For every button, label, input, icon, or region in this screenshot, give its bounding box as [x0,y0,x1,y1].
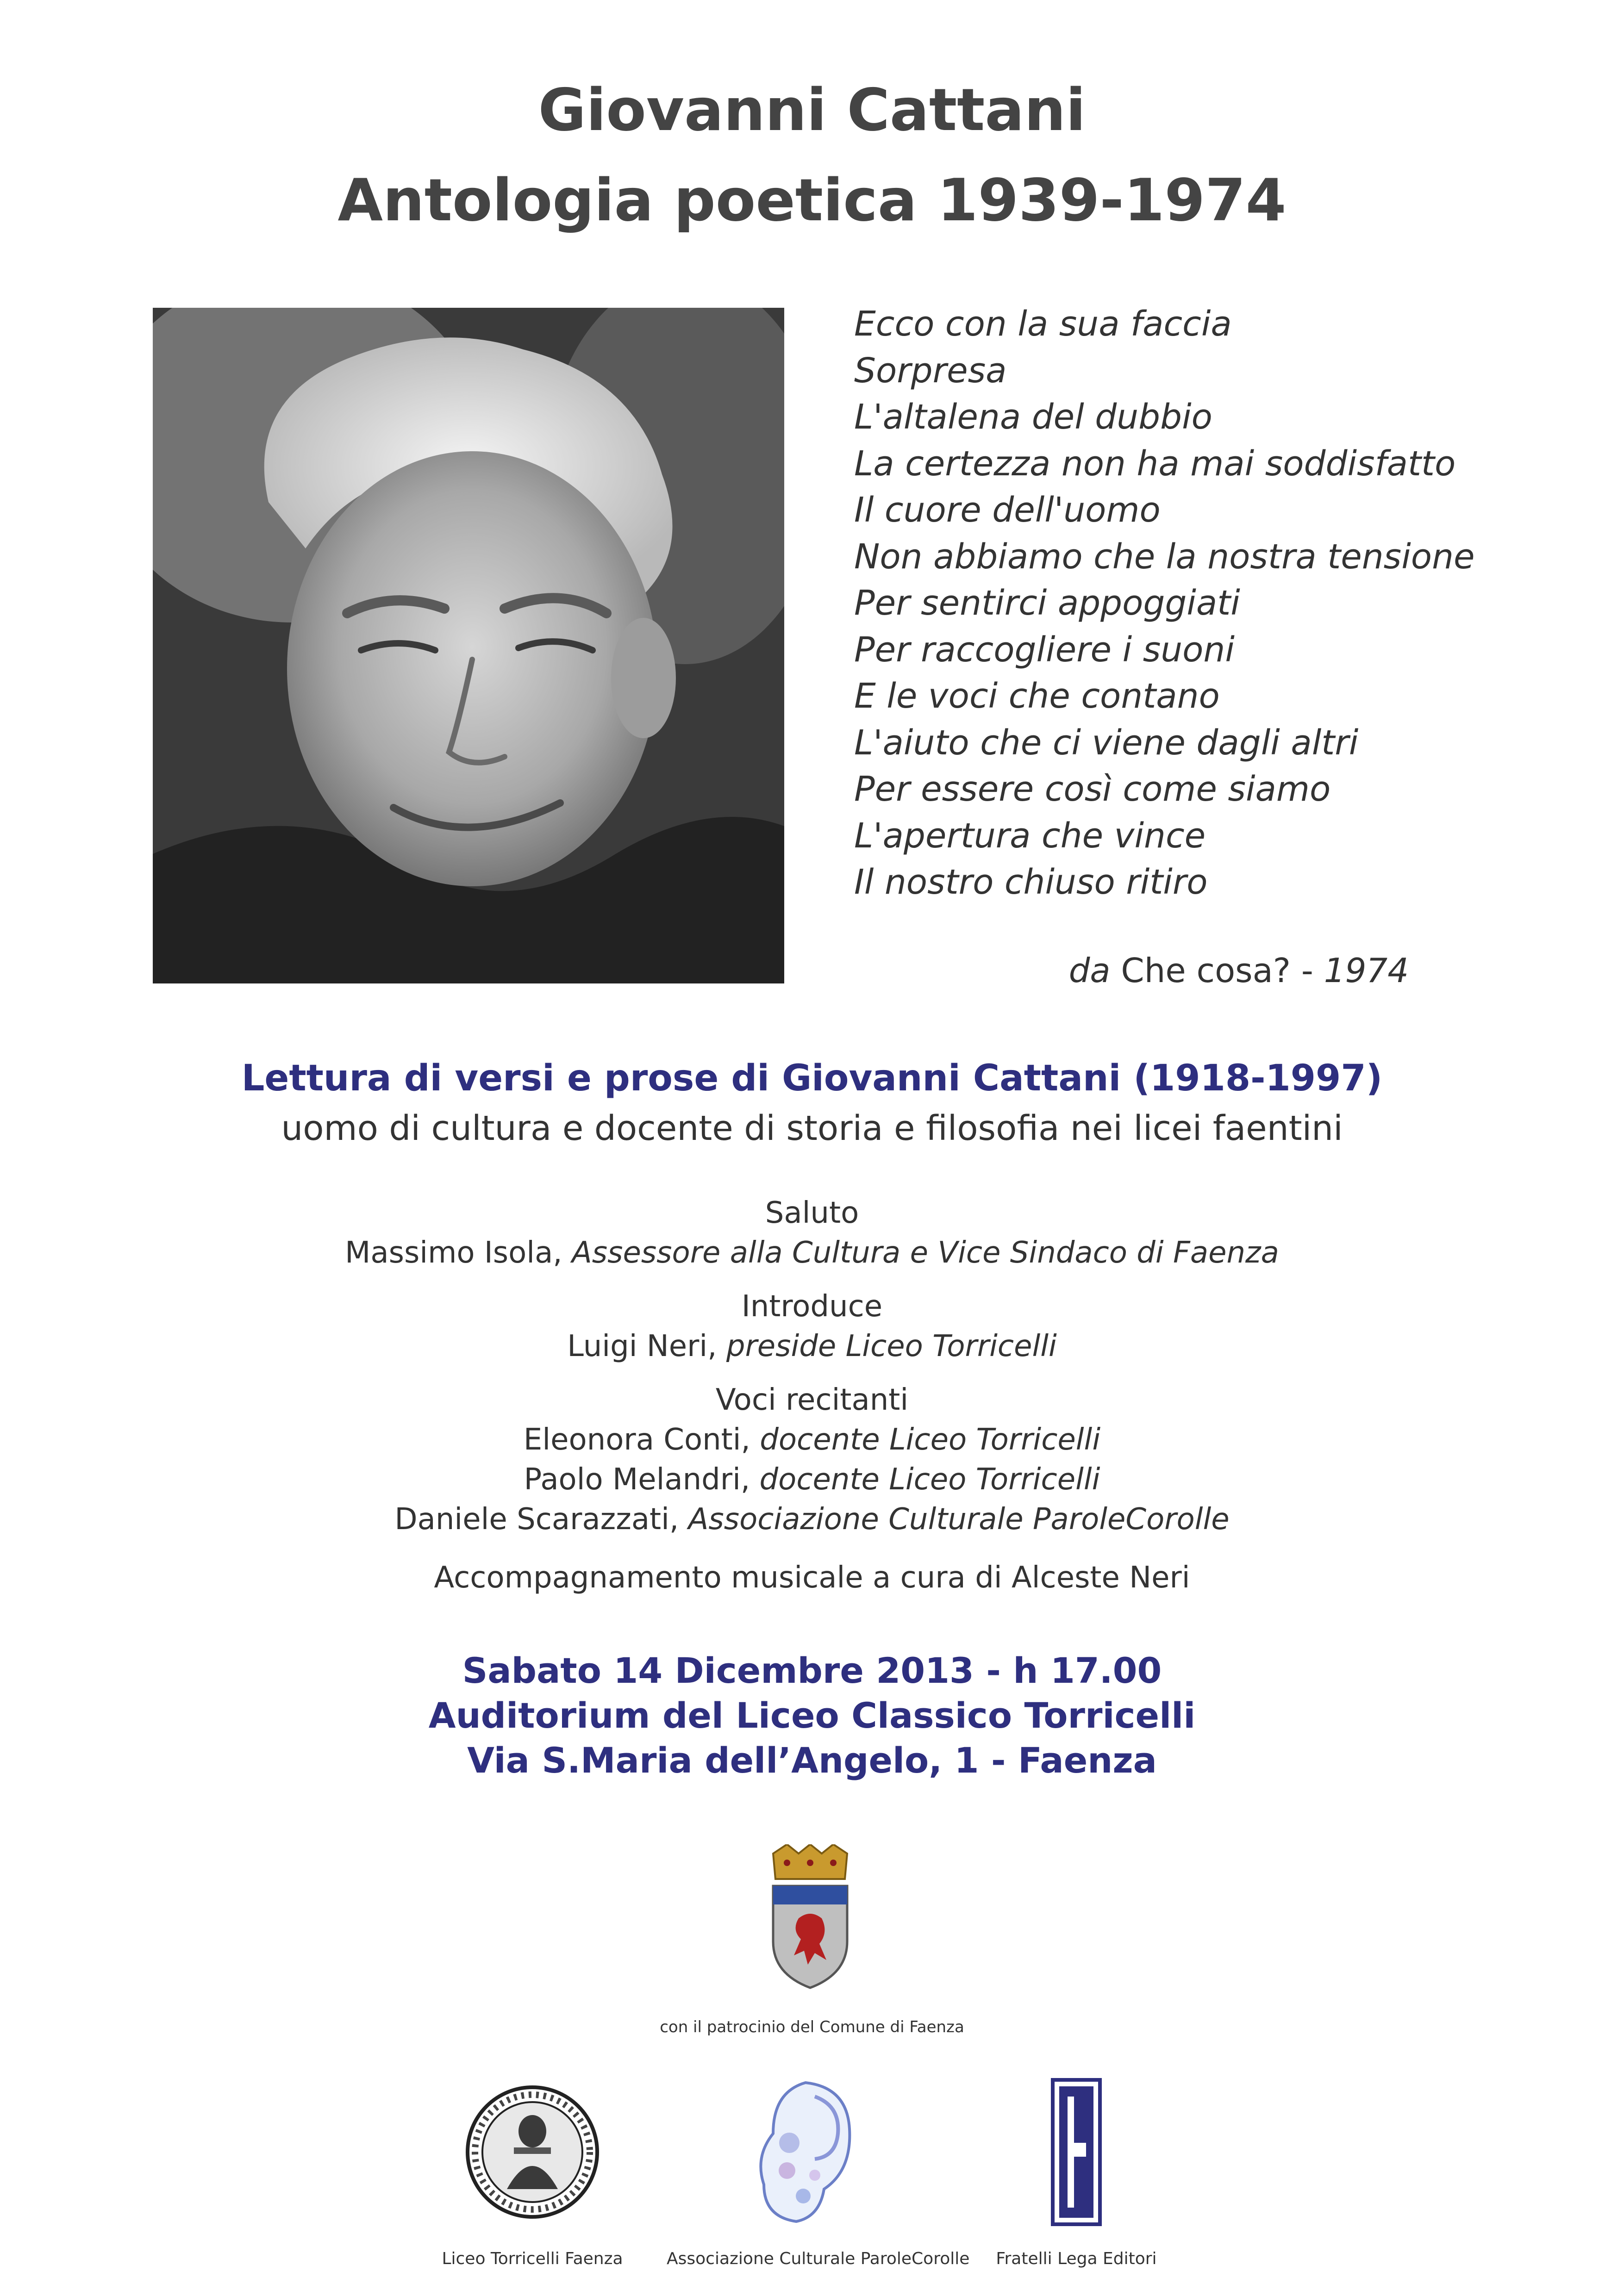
poem-line: Il nostro chiuso ritiro [854,862,1208,902]
parolecorolle-logo-icon [745,2078,866,2226]
poem-line: L'aiuto che ci viene dagli altri [854,722,1359,763]
saluto-name: Massimo Isola, [345,1236,562,1270]
introduce-role: preside Liceo Torricelli [726,1329,1057,1363]
poem-source-title: Che cosa? - [1121,951,1313,990]
poem-line: E le voci che contano [854,676,1220,716]
poem-line: Sorpresa [854,350,1007,391]
voce-line [0,1500,1624,1539]
liceo-torricelli-label: Liceo Torricelli Faenza [442,2249,623,2268]
voce-line [0,1460,1624,1500]
voce-role: docente Liceo Torricelli [759,1462,1100,1497]
saluto-label: Saluto [765,1196,859,1230]
poem-line: L'altalena del dubbio [854,397,1212,437]
patronage-text: con il patrocinio del Comune di Faenza [660,2018,964,2036]
poem-line: Ecco con la sua faccia [854,304,1232,344]
saluto-role: Assessore alla Cultura e Vice Sindaco di Faenza [571,1236,1279,1270]
event-date-time: Sabato 14 Dicembre 2013 - h 17.00 [462,1650,1162,1691]
poem-line: Per raccogliere i suoni [854,629,1235,670]
voce-role: Associazione Culturale ParoleCorolle [688,1502,1230,1537]
poem-line: Il cuore dell'uomo [854,490,1161,530]
poem-source-prefix: da [1068,951,1111,990]
reading-subtitle: uomo di cultura e docente di storia e filosofia nei licei faentini [281,1108,1343,1148]
title-line-2: Antologia poetica 1939-1974 [337,166,1287,234]
voci-label: Voci recitanti [715,1383,909,1417]
author-portrait-photo [153,308,784,983]
poem-source-year: 1974 [1324,951,1409,990]
voce-name: Eleonora Conti, [523,1423,750,1457]
poem-line: L'apertura che vince [854,815,1206,856]
voce-name: Daniele Scarazzati, [394,1502,679,1537]
event-address: Via S.Maria dell’Angelo, 1 - Faenza [467,1740,1157,1781]
poem-line: Non abbiamo che la nostra tensione [854,536,1475,577]
voce-name: Paolo Melandri, [524,1462,750,1497]
lega-editori-logo-icon [1051,2078,1102,2226]
introduce-line [0,1326,1624,1366]
poem-line: Per essere così come siamo [854,769,1331,809]
parolecorolle-label: Associazione Culturale ParoleCorolle [667,2249,970,2268]
poem-line: La certezza non ha mai soddisfatto [854,443,1456,484]
title-line-1: Giovanni Cattani [538,76,1086,144]
voce-line [0,1420,1624,1460]
poem-source [787,951,1409,990]
poem [854,301,1549,906]
introduce-label: Introduce [741,1289,883,1324]
poem-line: Per sentirci appoggiati [854,583,1240,623]
comune-faenza-crest-icon [762,1844,859,1992]
lega-editori-label: Fratelli Lega Editori [996,2249,1157,2268]
reading-title: Lettura di versi e prose di Giovanni Cattani (1918-1997) [241,1058,1383,1099]
event-venue: Auditorium del Liceo Classico Torricelli [428,1695,1196,1736]
music-line: Accompagnamento musicale a cura di Alceste Neri [434,1561,1190,1595]
voce-role: docente Liceo Torricelli [760,1423,1101,1457]
liceo-torricelli-seal-icon [463,2078,602,2226]
saluto-line [0,1233,1624,1273]
introduce-name: Luigi Neri, [567,1329,717,1363]
